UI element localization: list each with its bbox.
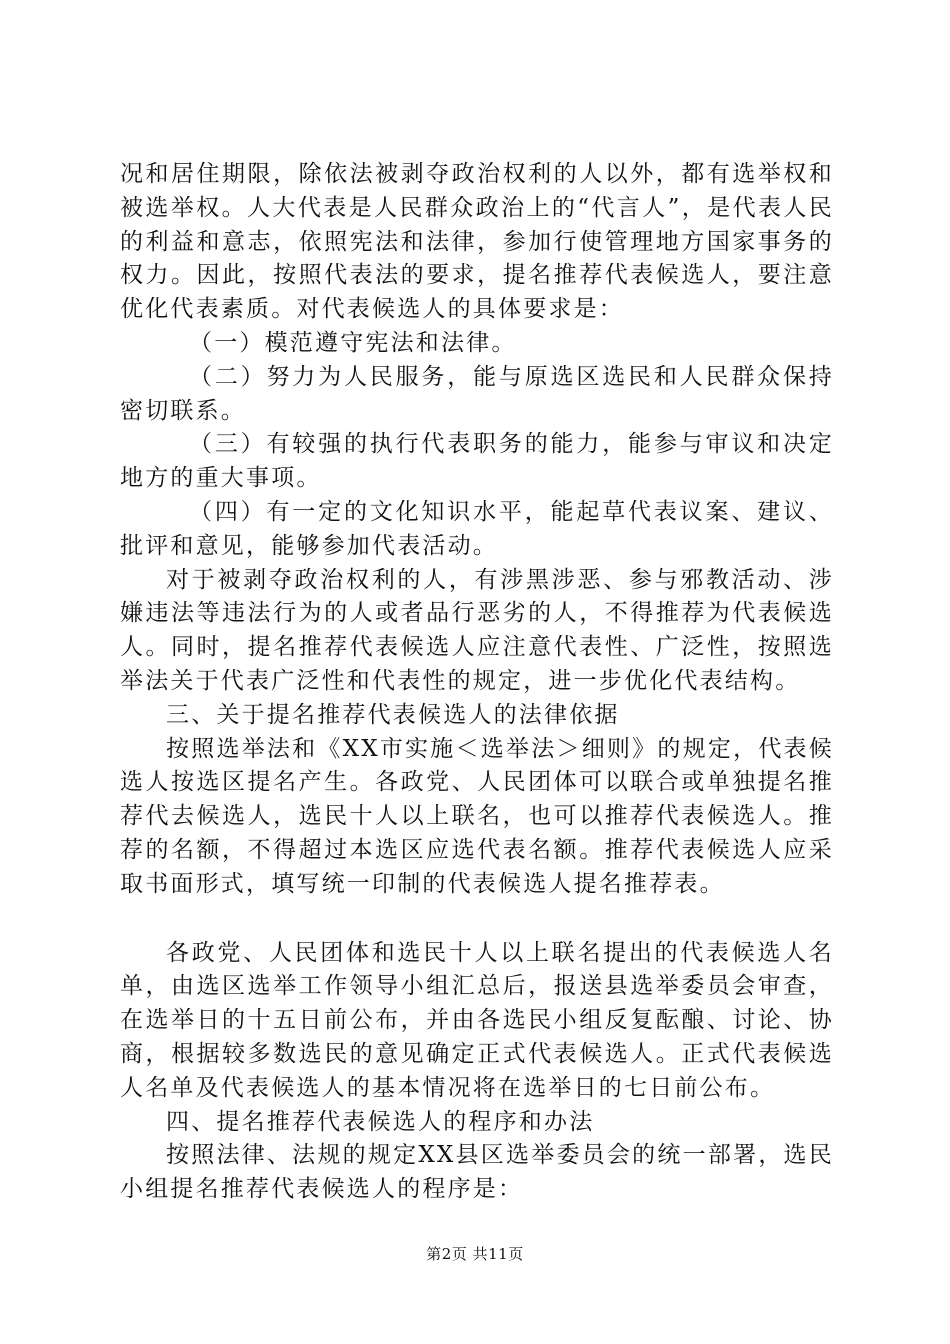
paragraph-gap xyxy=(120,902,834,937)
paragraph-exclusions: 对于被剥夺政治权利的人，有涉黑涉恶、参与邪教活动、涉嫌违法等违法行为的人或者品行恶劣的人，不得推荐为代表候选人。同时，提名推荐代表候选人应注意代表性、广泛性，按照选举法关于代表广泛性和代表性的规定，进一步优化代表结构。 xyxy=(120,566,834,694)
section-heading-legal-basis: 三、关于提名推荐代表候选人的法律依据 xyxy=(166,701,620,728)
section-heading-procedure: 四、提名推荐代表候选人的程序和办法 xyxy=(166,1108,595,1135)
requirement-item-4: （四）有一定的文化知识水平，能起草代表议案、建议、批评和意见，能够参加代表活动。 xyxy=(120,498,834,559)
paragraph-procedure: 按照法律、法规的规定XX县区选举委员会的统一部署，选民小组提名推荐代表候选人的程序是： xyxy=(120,1142,834,1203)
requirement-item-3: （三）有较强的执行代表职务的能力，能参与审议和决定地方的重大事项。 xyxy=(120,431,834,492)
page-footer: 第2页 共11页 xyxy=(426,1245,524,1263)
requirement-item-2: （二）努力为人民服务，能与原选区选民和人民群众保持密切联系。 xyxy=(120,363,834,424)
paragraph-legal-basis: 按照选举法和《XX市实施＜选举法＞细则》的规定，代表候选人按选区提名产生。各政党、人民团体可以联合或单独提名推荐代去候选人，选民十人以上联名，也可以推荐代表候选人。推荐的名额，不得超过本选区应选代表名额。推荐代表候选人应采取书面形式，填写统一印制的代表候选人提名推荐表。 xyxy=(120,735,834,897)
paragraph-candidate-list: 各政党、人民团体和选民十人以上联名提出的代表候选人名单，由选区选举工作领导小组汇总后，报送县选举委员会审查，在选举日的十五日前公布，并由各选民小组反复酝酿、讨论、协商，根据较多数选民的意见确定正式代表候选人。正式代表候选人名单及代表候选人的基本情况将在选举日的七日前公布。 xyxy=(120,939,834,1101)
document-body xyxy=(120,158,834,1207)
requirement-item-1: （一）模范遵守宪法和法律。 xyxy=(189,329,517,356)
paragraph-residence-and-requirements: 况和居住期限，除依法被剥夺政治权利的人以外，都有选举权和被选举权。人大代表是人民群众政治上的“代言人”，是代表人民的利益和意志，依照宪法和法律，参加行使管理地方国家事务的权力。因此，按照代表法的要求，提名推荐代表候选人，要注意优化代表素质。对代表候选人的具体要求是： xyxy=(120,161,834,323)
